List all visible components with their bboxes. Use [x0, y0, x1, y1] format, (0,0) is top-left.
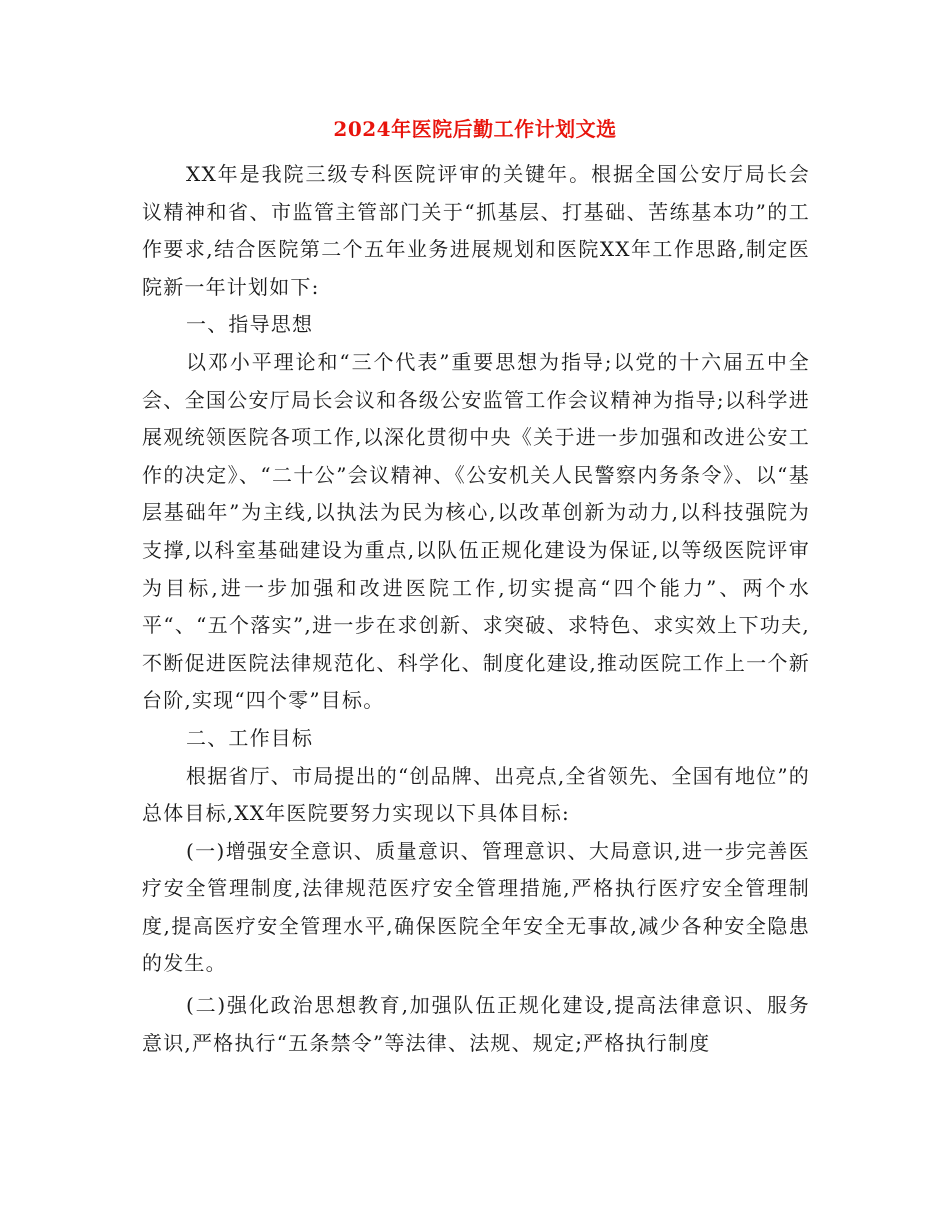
- document-body: [142, 156, 810, 1062]
- heading-guiding-thought: 一、指导思想: [186, 312, 314, 337]
- document-title: 2024年医院后勤工作计划文选: [333, 117, 617, 141]
- heading-work-goals: 二、工作目标: [186, 725, 314, 750]
- paragraph-intro: XX年是我院三级专科医院评审的关键年。根据全国公安厅局长会议精神和省、市监管主管部门关于“抓基层、打基础、苦练基本功”的工作要求,结合医院第二个五年业务进展规划和医院XX年工作思路,制定医院新一年计划如下:: [142, 162, 810, 299]
- paragraph-work-goals: 根据省厅、市局提出的“创品牌、出亮点,全省领先、全国有地位”的总体目标,XX年医院要努力实现以下具体目标:: [142, 763, 811, 826]
- paragraph-goal-2: (二)强化政治思想教育,加强队伍正规化建设,提高法律意识、服务意识,严格执行“五条禁令”等法律、法规、规定;严格执行制度: [142, 993, 810, 1055]
- paragraph-goal-1: (一)增强安全意识、质量意识、管理意识、大局意识,进一步完善医疗安全管理制度,法律规范医疗安全管理措施,严格执行医疗安全管理制度,提高医疗安全管理水平,确保医院全年安全无事故,减少各种安全隐患的发生。: [142, 838, 810, 976]
- paragraph-guiding-thought: 以邓小平理论和“三个代表”重要思想为指导;以党的十六届五中全会、全国公安厅局长会议和各级公安监管工作会议精神为指导;以科学进展观统领医院各项工作,以深化贯彻中央《关于进一步加强和改进公安工作的决定》、“二十公”会议精神、《公安机关人民警察内务条令》、以“基层基础年”为主线,以执法为民为核心,以改革创新为动力,以科技强院为支撑,以科室基础建设为重点,以队伍正规化建设为保证,以等级医院评审为目标,进一步加强和改进医院工作,切实提高“四个能力”、两个水平“、“五个落实”,进一步在求创新、求突破、求特色、求实效上下功夫,不断促进医院法律规范化、科学化、制度化建设,推动医院工作上一个新台阶,实现“四个零”目标。: [142, 349, 810, 713]
